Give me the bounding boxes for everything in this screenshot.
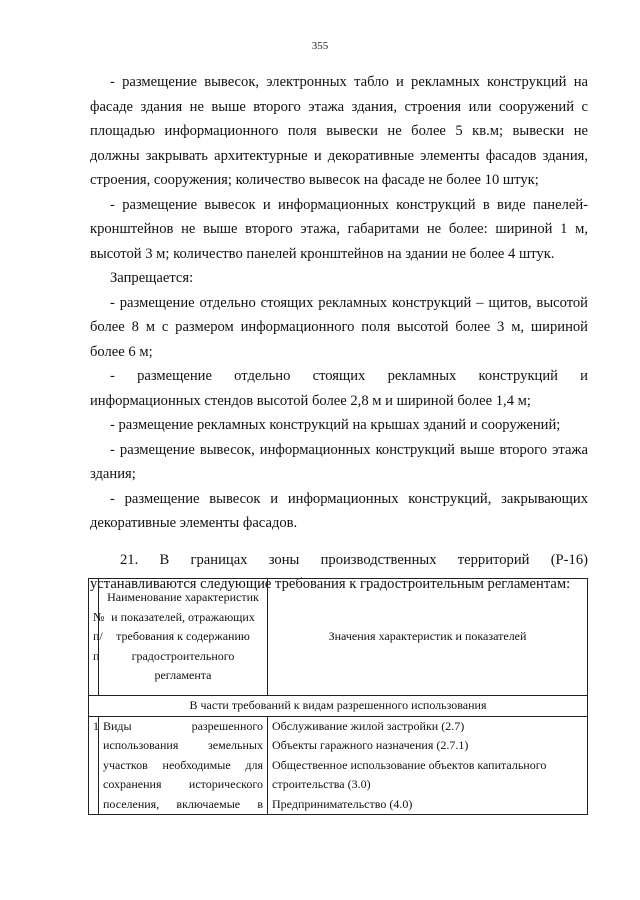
paragraph: - размещение вывесок и информационных конструкций, закрывающих декоративные элементы фасадов.: [90, 490, 588, 531]
row-values: [268, 716, 588, 815]
value-item: Предпринимательство (4.0): [272, 796, 413, 811]
table-header-row: [89, 579, 588, 696]
paragraph: - размещение вывесок и информационных конструкций в виде панелей-кронштейнов не выше второго этажа, габаритами не более: шириной 1 м, высотой 3 м; количество панелей кронштейнов на здании не более 4 штук.: [90, 196, 588, 262]
body-text: [90, 70, 588, 597]
paragraph: Запрещается:: [110, 270, 194, 286]
header-name: Наименование характеристик и показателей, отражающих требования к содержанию градостроительного регламента: [99, 579, 268, 696]
paragraph: - размещение отдельно стоящих рекламных конструкций и информационных стендов высотой более 2,8 м и шириной более 1,4 м;: [90, 368, 588, 409]
paragraph: - размещение рекламных конструкций на крышах зданий и сооружений;: [110, 417, 561, 433]
value-item: Обслуживание жилой застройки (2.7): [272, 718, 465, 733]
table-row: [89, 716, 588, 815]
regulations-table: [88, 578, 588, 815]
header-number: № п/п: [89, 579, 99, 696]
value-item: Объекты гаражного назначения (2.7.1): [272, 738, 469, 752]
header-values: Значения характеристик и показателей: [268, 579, 588, 696]
row-name: Виды разрешенного использования земельных участков необходимые для сохранения исторического поселения, включаемые в: [99, 716, 268, 815]
paragraph: - размещение вывесок, информационных конструкций выше второго этажа здания;: [90, 441, 588, 482]
paragraph: - размещение отдельно стоящих рекламных конструкций – щитов, высотой более 8 м с размером информационного поля высотой более 3 м, шириной более 6 м;: [90, 294, 588, 360]
value-item: Общественное использование объектов капитального строительства (3.0): [272, 757, 547, 791]
page-number: 355: [311, 40, 329, 52]
paragraph: - размещение вывесок, электронных табло и рекламных конструкций на фасаде здания не выше второго этажа здания, строения или сооружений с площадью информационного поля вывески не более 5 кв.м; вывески не должны закрывать архитектурные и декоративные элементы фасадов здания, строения, сооружения; количество вывесок на фасаде не более 10 штук;: [90, 74, 588, 188]
row-number: 1: [89, 716, 99, 815]
section-title: В части требований к видам разрешенного использования: [89, 696, 588, 717]
section-paragraph: 21. В границах зоны производственных территорий (Р-16) устанавливаются следующие требования к градостроительным регламентам:: [90, 551, 588, 592]
table-section-row: [89, 696, 588, 717]
